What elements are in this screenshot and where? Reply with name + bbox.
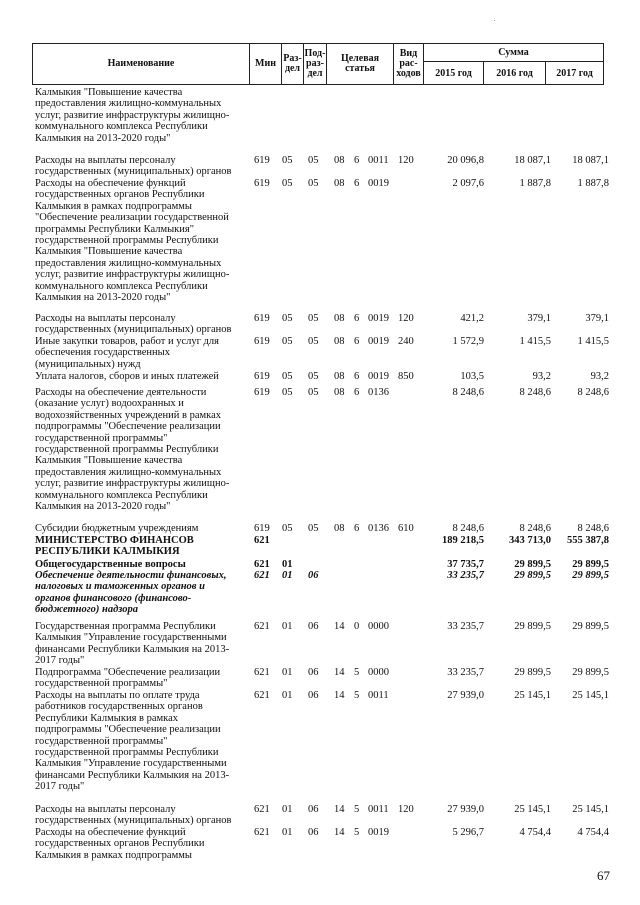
row-target-program: 08 [334, 336, 345, 347]
row-razdel: 01 [282, 690, 293, 701]
page-number: 67 [597, 868, 610, 883]
row-name: Расходы на обеспечение функций государственных органов Республики Калмыкия в рамках подпрограммы [35, 827, 205, 861]
row-target-code: 0019 [368, 336, 389, 347]
row-podrazdel: 05 [308, 371, 319, 382]
header-sum: Сумма [424, 44, 603, 62]
row-podrazdel: 06 [308, 804, 319, 815]
row-value-2016: 25 145,1 [514, 690, 551, 701]
row-target-code: 0019 [368, 371, 389, 382]
row-name: Расходы на обеспечение функций государственных органов Республики Калмыкия в рамках подпрограммы "Обеспечение реализации государственной программы Республики Калмыкия" государственной программы Республики Калмыкия "Повышение качества предоставления жилищно-коммунальных услуг, развитие инфраструктуры жилищно- коммунального комплекса Республики Калмыкия на 2013-2020 годы" [35, 178, 230, 304]
row-razdel: 01 [282, 621, 293, 632]
row-min: 621 [254, 827, 270, 838]
row-name: МИНИСТЕРСТВО ФИНАНСОВ РЕСПУБЛИКИ КАЛМЫКИЯ [35, 535, 194, 558]
row-podrazdel: 06 [308, 827, 319, 838]
row-value-2015: 27 939,0 [447, 690, 484, 701]
row-value-2016: 29 899,5 [514, 570, 551, 581]
row-razdel: 05 [282, 371, 293, 382]
row-target-program: 14 [334, 690, 345, 701]
row-target-program: 14 [334, 667, 345, 678]
row-target-subprogram: 6 [354, 155, 360, 166]
row-value-2015: 33 235,7 [447, 570, 484, 581]
row-value-2017: 25 145,1 [572, 690, 609, 701]
row-value-2016: 8 248,6 [519, 387, 551, 398]
row-value-2016: 29 899,5 [514, 559, 551, 570]
row-value-2016: 93,2 [532, 371, 551, 382]
row-value-2016: 379,1 [527, 313, 551, 324]
row-podrazdel: 05 [308, 387, 319, 398]
row-value-2017: 379,1 [585, 313, 609, 324]
header-target: Целевая статья [327, 44, 394, 84]
row-target-subprogram: 5 [354, 827, 360, 838]
row-value-2016: 25 145,1 [514, 804, 551, 815]
row-razdel: 05 [282, 523, 293, 534]
row-target-subprogram: 6 [354, 313, 360, 324]
row-expense-type: 850 [398, 371, 414, 382]
row-name: Расходы на выплаты персоналу государственных (муниципальных) органов [35, 804, 232, 827]
row-expense-type: 120 [398, 804, 414, 815]
row-value-2016: 8 248,6 [519, 523, 551, 534]
row-target-program: 08 [334, 387, 345, 398]
row-value-2015: 33 235,7 [447, 667, 484, 678]
header-razdel: Раз- дел [282, 44, 304, 84]
row-value-2017: 4 754,4 [577, 827, 609, 838]
row-target-subprogram: 5 [354, 690, 360, 701]
row-value-2015: 2 097,6 [452, 178, 484, 189]
row-razdel: 05 [282, 336, 293, 347]
row-value-2015: 33 235,7 [447, 621, 484, 632]
row-value-2016: 18 087,1 [514, 155, 551, 166]
row-min: 621 [254, 559, 270, 570]
row-podrazdel: 06 [308, 621, 319, 632]
row-target-code: 0019 [368, 827, 389, 838]
row-value-2017: 93,2 [590, 371, 609, 382]
row-min: 619 [254, 178, 270, 189]
row-min: 619 [254, 371, 270, 382]
row-min: 619 [254, 155, 270, 166]
row-value-2017: 18 087,1 [572, 155, 609, 166]
row-target-subprogram: 6 [354, 371, 360, 382]
row-value-2015: 189 218,5 [442, 535, 484, 546]
row-name: Расходы на выплаты по оплате труда работников государственных органов Республики Калмыкия в рамках подпрограммы "Обеспечение реализации государственной программы" государственной программы Республики Калмыкия "Управление государственными финансами Республики Калмыкия на 2013- 2017 годы" [35, 690, 230, 793]
row-target-code: 0011 [368, 690, 389, 701]
header-2017: 2017 год [556, 67, 593, 79]
row-razdel: 01 [282, 804, 293, 815]
row-value-2016: 4 754,4 [519, 827, 551, 838]
row-value-2016: 1 887,8 [519, 178, 551, 189]
row-name: Подпрограмма "Обеспечение реализации государственной программы" [35, 667, 221, 690]
row-target-subprogram: 6 [354, 178, 360, 189]
row-target-code: 0011 [368, 804, 389, 815]
header-podrazdel: Под- раз- дел [304, 44, 327, 84]
row-target-subprogram: 6 [354, 523, 360, 534]
row-value-2017: 29 899,5 [572, 667, 609, 678]
table-header [32, 43, 604, 85]
row-value-2015: 421,2 [460, 313, 484, 324]
row-value-2015: 5 296,7 [452, 827, 484, 838]
header-2016: 2016 год [484, 62, 546, 84]
header-min: Мин [250, 44, 282, 84]
row-target-code: 0019 [368, 178, 389, 189]
row-min: 621 [254, 804, 270, 815]
row-value-2017: 8 248,6 [577, 523, 609, 534]
row-razdel: 01 [282, 827, 293, 838]
row-name: Государственная программа Республики Калмыкия "Управление государственными финансами Республики Калмыкия на 2013- 2017 годы" [35, 621, 230, 667]
row-min: 619 [254, 336, 270, 347]
row-target-code: 0000 [368, 621, 389, 632]
row-target-subprogram: 6 [354, 387, 360, 398]
row-podrazdel: 06 [308, 690, 319, 701]
row-razdel: 05 [282, 387, 293, 398]
row-name: Расходы на выплаты персоналу государственных (муниципальных) органов [35, 155, 232, 178]
row-razdel: 01 [282, 667, 293, 678]
row-min: 621 [254, 690, 270, 701]
row-podrazdel: 05 [308, 178, 319, 189]
header-vid: Вид рас- ходов [394, 44, 424, 84]
row-target-code: 0136 [368, 387, 389, 398]
row-value-2016: 29 899,5 [514, 621, 551, 632]
row-name: Уплата налогов, сборов и иных платежей [35, 371, 219, 382]
row-min: 619 [254, 313, 270, 324]
row-min: 621 [254, 621, 270, 632]
row-target-program: 14 [334, 621, 345, 632]
row-min: 621 [254, 570, 270, 581]
row-target-subprogram: 5 [354, 667, 360, 678]
row-min: 619 [254, 387, 270, 398]
row-min: 621 [254, 667, 270, 678]
row-value-2017: 555 387,8 [567, 535, 609, 546]
row-name: Обеспечение деятельности финансовых, налоговых и таможенных органов и органов финансового (финансово- бюджетного) надзора [35, 570, 227, 616]
row-target-subprogram: 0 [354, 621, 360, 632]
row-value-2017: 29 899,5 [572, 559, 609, 570]
row-target-code: 0019 [368, 313, 389, 324]
header-name: Наименование [33, 44, 250, 84]
row-min: 619 [254, 523, 270, 534]
row-expense-type: 610 [398, 523, 414, 534]
row-razdel: 05 [282, 155, 293, 166]
row-value-2016: 29 899,5 [514, 667, 551, 678]
row-target-code: 0136 [368, 523, 389, 534]
row-name: Субсидии бюджетным учреждениям [35, 523, 199, 534]
row-razdel: 01 [282, 559, 293, 570]
row-razdel: 01 [282, 570, 293, 581]
row-name: Расходы на обеспечение деятельности (оказание услуг) водоохранных и водохозяйственных учреждений в рамках подпрограммы "Обеспечение реализации государственной программы" государственной программы Республики Калмыкия "Повышение качества предоставления жилищно-коммунальных услуг, развитие инфраструктуры жилищно- коммунального комплекса Республики Калмыкия на 2013-2020 годы" [35, 387, 230, 513]
row-value-2015: 1 572,9 [452, 336, 484, 347]
row-name: Калмыкия "Повышение качества предоставления жилищно-коммунальных услуг, развитие инфраструктуры жилищно- коммунального комплекса Республики Калмыкия на 2013-2020 годы" [35, 87, 230, 144]
row-value-2015: 20 096,8 [447, 155, 484, 166]
row-target-program: 08 [334, 313, 345, 324]
row-value-2017: 29 899,5 [572, 570, 609, 581]
row-podrazdel: 05 [308, 523, 319, 534]
row-value-2015: 27 939,0 [447, 804, 484, 815]
row-value-2017: 25 145,1 [572, 804, 609, 815]
row-value-2017: 1 887,8 [577, 178, 609, 189]
row-podrazdel: 05 [308, 313, 319, 324]
row-target-subprogram: 5 [354, 804, 360, 815]
row-name: Иные закупки товаров, работ и услуг для обеспечения государственных (муниципальных) нужд [35, 336, 219, 370]
header-2015: 2015 год [424, 62, 484, 84]
row-razdel: 05 [282, 313, 293, 324]
row-value-2015: 37 735,7 [447, 559, 484, 570]
row-target-subprogram: 6 [354, 336, 360, 347]
row-podrazdel: 06 [308, 667, 319, 678]
row-value-2017: 1 415,5 [577, 336, 609, 347]
row-min: 621 [254, 535, 270, 546]
row-podrazdel: 05 [308, 155, 319, 166]
row-podrazdel: 05 [308, 336, 319, 347]
row-value-2017: 29 899,5 [572, 621, 609, 632]
row-value-2015: 103,5 [460, 371, 484, 382]
row-expense-type: 120 [398, 313, 414, 324]
scan-mark [494, 20, 495, 21]
row-value-2015: 8 248,6 [452, 523, 484, 534]
row-target-program: 08 [334, 178, 345, 189]
row-value-2016: 343 713,0 [509, 535, 551, 546]
row-podrazdel: 06 [308, 570, 319, 581]
row-target-program: 14 [334, 827, 345, 838]
row-razdel: 05 [282, 178, 293, 189]
row-value-2017: 8 248,6 [577, 387, 609, 398]
row-expense-type: 240 [398, 336, 414, 347]
row-name: Расходы на выплаты персоналу государственных (муниципальных) органов [35, 313, 232, 336]
row-value-2016: 1 415,5 [519, 336, 551, 347]
row-target-code: 0000 [368, 667, 389, 678]
row-value-2015: 8 248,6 [452, 387, 484, 398]
row-target-code: 0011 [368, 155, 389, 166]
row-target-program: 08 [334, 155, 345, 166]
row-name: Общегосударственные вопросы [35, 559, 186, 570]
row-target-program: 08 [334, 523, 345, 534]
row-target-program: 14 [334, 804, 345, 815]
row-target-program: 08 [334, 371, 345, 382]
row-expense-type: 120 [398, 155, 414, 166]
